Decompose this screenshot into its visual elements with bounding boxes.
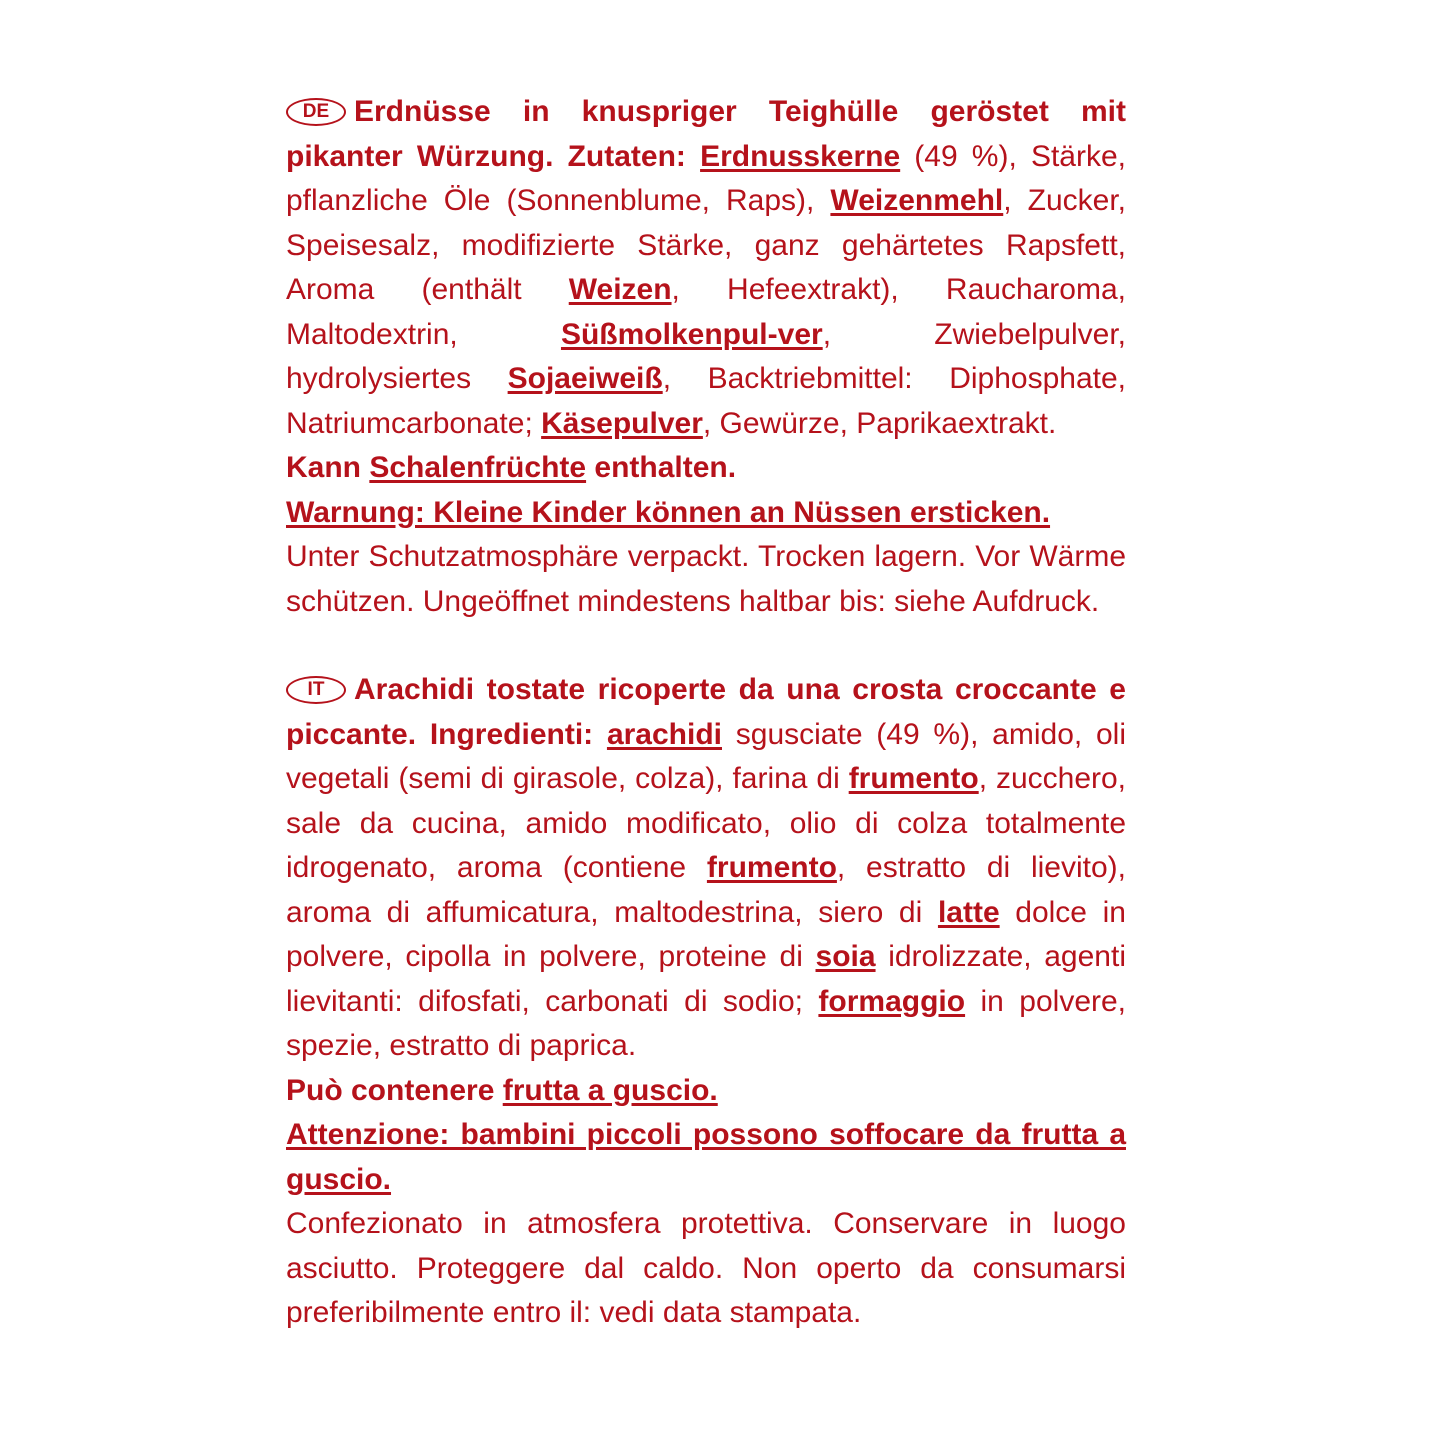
product-description-de: Erdnüsse in knuspriger Teighülle geröstet mit pikanter Würzung. Zutaten: [286,95,1126,173]
may-contain-it [286,1069,1126,1114]
may-contain-prefix-it: Può contenere [286,1073,503,1107]
italian-section [286,668,1126,1336]
allergen-soy-it: soia [815,940,876,973]
allergen-nuts-de: Schalenfrüchte [369,451,587,484]
allergen-wheat-flour-it: frumento [848,762,979,795]
italian-ingredients [286,668,1126,1069]
ingredients-text-de-6: , Gewürze, Paprikaextrakt. [702,406,1057,440]
allergen-nuts-it: frutta a guscio. [502,1073,718,1107]
ingredients-label [286,90,1126,1336]
allergen-wheat-it: frumento [706,851,837,884]
ingredients-text-de-3: , Hefeextrakt), Raucharoma, Maltodextrin, [286,273,1126,351]
may-contain-de [286,446,1126,491]
allergen-wheat-de: Weizen [568,273,672,306]
allergen-cheese-de: Käsepulver [541,406,703,440]
product-description-it: Arachidi tostate ricoperte da una crosta croccante e piccante. Ingredienti: [286,673,1126,751]
allergen-peanuts-de: Erdnusskerne [700,139,901,173]
may-contain-suffix-de: enthalten. [586,451,737,484]
german-ingredients [286,90,1126,446]
choking-warning-it: Attenzione: bambini piccoli possono soffocare da frutta a guscio. [286,1118,1126,1196]
allergen-wheat-flour-de: Weizenmehl [830,184,1004,217]
ingredients-text-it-6: in polvere, spezie, estratto di paprica. [286,984,1127,1062]
ingredients-text-it-1: sgusciate (49 %), amido, oli vegetali (semi di girasole, colza), farina di [286,717,1126,795]
allergen-soy-de: Sojaeiweiß [507,362,663,395]
allergen-cheese-it: formaggio [818,984,966,1018]
ingredients-text-de-5: , Backtriebmittel: Diphosphate, Natriumcarbonate; [286,362,1126,440]
allergen-peanuts-it: arachidi [606,717,722,751]
ingredients-text-de-4: , Zwiebelpulver, hydrolysiertes [286,317,1127,395]
ingredients-text-it-2: , zucchero, sale da cucina, amido modificato, olio di colza totalmente idrogenato, aroma (contiene [286,762,1127,884]
ingredients-text-it-5: idrolizzate, agenti lievitanti: difosfati, carbonati di sodio; [286,940,1126,1018]
ingredients-text-de-1: (49 %), Stärke, pflanzliche Öle (Sonnenblume, Raps), [286,139,1126,217]
allergen-milk-it: latte [937,895,1000,929]
language-badge-de: DE [286,98,346,126]
ingredients-text-it-4: dolce in polvere, cipolla in polvere, proteine di [286,895,1126,973]
allergen-whey-de: Süßmolkenpul-ver [560,317,823,351]
german-section [286,90,1126,624]
storage-text-it: Confezionato in atmosfera protettiva. Conservare in luogo asciutto. Proteggere dal caldo. Non operto da consumarsi preferibilmente entro il: vedi data stampata. [286,1207,1126,1329]
may-contain-prefix-de: Kann [286,451,370,484]
language-badge-it: IT [286,676,346,704]
storage-text-de: Unter Schutzatmosphäre verpackt. Trocken lagern. Vor Wärme schützen. Ungeöffnet mindestens haltbar bis: siehe Aufdruck. [286,540,1126,618]
choking-warning-de: Warnung: Kleine Kinder können an Nüssen ersticken. [286,495,1051,529]
ingredients-text-de-2: , Zucker, Speisesalz, modifizierte Stärke, ganz gehärtetes Rapsfett, Aroma (enthält [286,184,1126,306]
ingredients-text-it-3: , estratto di lievito), aroma di affumicatura, maltodestrina, siero di [286,851,1126,929]
